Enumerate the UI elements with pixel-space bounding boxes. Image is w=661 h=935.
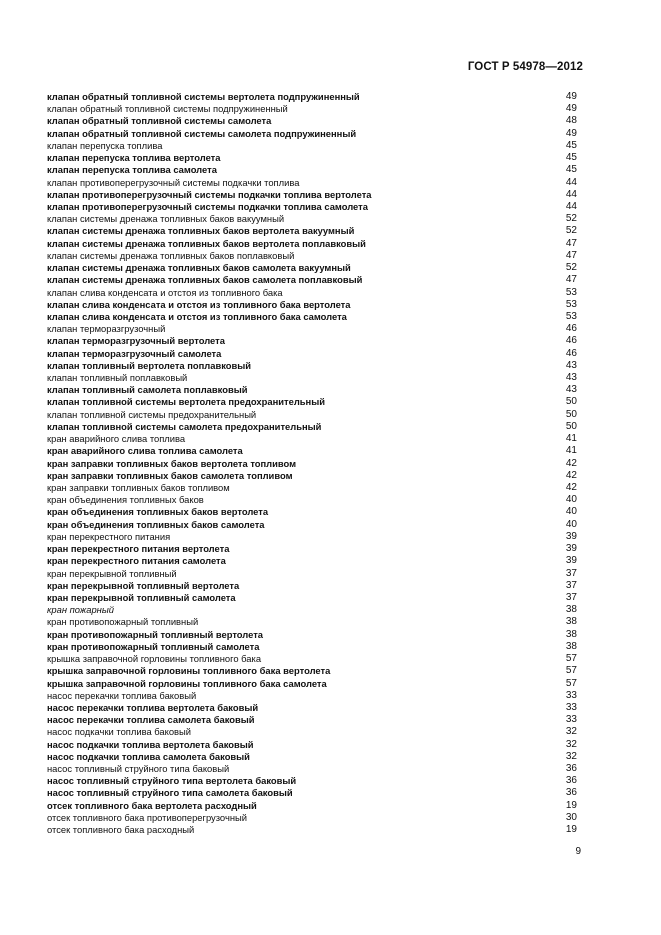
alphabetical-index xyxy=(47,91,577,836)
index-page-ref: 42 xyxy=(565,457,577,469)
index-term: кран объединения топливных баков xyxy=(47,494,204,506)
index-entry xyxy=(47,604,577,616)
index-term: клапан обратный топливной системы подпружиненный xyxy=(47,103,288,115)
index-entry xyxy=(47,91,577,103)
index-page-ref: 50 xyxy=(565,420,577,432)
index-term: клапан топливный самолета поплавковый xyxy=(47,384,248,396)
index-entry xyxy=(47,311,577,323)
index-entry xyxy=(47,775,577,787)
index-page-ref: 37 xyxy=(565,567,577,579)
index-entry xyxy=(47,201,577,213)
index-term: клапан системы дренажа топливных баков вакуумный xyxy=(47,213,285,225)
index-term: клапан перепуска топлива xyxy=(47,139,163,151)
index-entry xyxy=(47,140,577,152)
index-page-ref: 49 xyxy=(565,103,577,115)
index-page-ref: 47 xyxy=(565,274,577,286)
index-page-ref: 37 xyxy=(565,579,577,591)
index-term: клапан обратный топливной системы вертолета подпружиненный xyxy=(47,91,360,102)
index-entry xyxy=(47,592,577,604)
index-term: насос подкачки топлива самолета баковый xyxy=(47,750,250,762)
index-entry xyxy=(47,299,577,311)
index-page-ref: 49 xyxy=(565,91,577,102)
index-entry xyxy=(47,739,577,751)
index-page-ref: 40 xyxy=(565,506,577,518)
index-entry xyxy=(47,678,577,690)
index-page-ref: 44 xyxy=(565,176,577,188)
index-entry xyxy=(47,213,577,225)
index-term: клапан противоперегрузочный системы подкачки топлива xyxy=(47,176,300,188)
index-page-ref: 19 xyxy=(565,824,577,836)
index-term: кран объединения топливных баков вертолета xyxy=(47,506,269,518)
index-page-ref: 38 xyxy=(565,628,577,640)
index-entry xyxy=(47,714,577,726)
index-entry xyxy=(47,787,577,799)
index-term: насос перекачки топлива самолета баковый xyxy=(47,714,255,726)
index-page-ref: 52 xyxy=(565,213,577,225)
index-term: кран перекрестного питания самолета xyxy=(47,555,226,567)
index-term: клапан системы дренажа топливных баков поплавковый xyxy=(47,249,295,261)
index-entry xyxy=(47,323,577,335)
index-term: клапан обратный топливной системы самолета подпружиненный xyxy=(47,127,357,139)
index-page-ref: 57 xyxy=(565,665,577,677)
index-page-ref: 38 xyxy=(565,640,577,652)
index-page-ref: 52 xyxy=(565,225,577,237)
page-number: 9 xyxy=(575,846,581,857)
index-term: клапан терморазгрузочный самолета xyxy=(47,347,222,359)
index-entry xyxy=(47,274,577,286)
index-page-ref: 36 xyxy=(565,787,577,799)
index-page-ref: 41 xyxy=(565,433,577,445)
index-entry xyxy=(47,690,577,702)
index-term: отсек топливного бака вертолета расходный xyxy=(47,799,257,811)
index-page-ref: 32 xyxy=(565,726,577,738)
index-page-ref: 42 xyxy=(565,482,577,493)
document-id: ГОСТ Р 54978—2012 xyxy=(467,61,583,73)
index-page-ref: 40 xyxy=(565,518,577,530)
index-term: кран заправки топливных баков самолета топливом xyxy=(47,469,293,481)
index-entry xyxy=(47,177,577,189)
index-term: насос перекачки топлива вертолета баковый xyxy=(47,701,259,713)
index-entry xyxy=(47,396,577,408)
index-term: клапан противоперегрузочный системы подкачки топлива самолета xyxy=(47,200,368,212)
index-page-ref: 32 xyxy=(565,750,577,762)
index-page-ref: 45 xyxy=(565,152,577,164)
index-entry xyxy=(47,812,577,824)
index-term: клапан топливный вертолета поплавковый xyxy=(47,359,252,371)
index-page-ref: 38 xyxy=(565,616,577,628)
index-page-ref: 49 xyxy=(565,127,577,139)
index-page-ref: 33 xyxy=(565,689,577,701)
index-term: клапан системы дренажа топливных баков самолета вакуумный xyxy=(47,262,351,274)
index-entry xyxy=(47,653,577,665)
index-term: насос перекачки топлива баковый xyxy=(47,689,197,701)
index-term: кран объединения топливных баков самолета xyxy=(47,518,265,530)
index-entry xyxy=(47,360,577,372)
index-term: клапан слива конденсата и отстоя из топливного бака самолета xyxy=(47,310,347,322)
index-page-ref: 19 xyxy=(565,799,577,811)
index-page-ref: 42 xyxy=(565,469,577,481)
index-entry xyxy=(47,164,577,176)
index-term: отсек топливного бака расходный xyxy=(47,824,195,836)
index-entry xyxy=(47,555,577,567)
index-entry xyxy=(47,506,577,518)
index-term: клапан топливной системы самолета предохранительный xyxy=(47,420,322,432)
index-term: клапан перепуска топлива самолета xyxy=(47,164,217,176)
index-term: кран пожарный xyxy=(47,604,114,616)
index-page-ref: 32 xyxy=(565,738,577,750)
index-page-ref: 57 xyxy=(565,677,577,689)
index-entry xyxy=(47,250,577,262)
index-term: кран заправки топливных баков топливом xyxy=(47,482,230,493)
index-entry xyxy=(47,433,577,445)
index-entry xyxy=(47,287,577,299)
index-page-ref: 40 xyxy=(565,494,577,506)
index-term: отсек топливного бака противоперегрузочный xyxy=(47,811,247,823)
index-page-ref: 50 xyxy=(565,408,577,420)
index-term: крышка заправочной горловины топливного бака вертолета xyxy=(47,665,331,677)
index-entry xyxy=(47,568,577,580)
index-term: насос подкачки топлива вертолета баковый xyxy=(47,738,254,750)
index-term: кран противопожарный топливный вертолета xyxy=(47,628,264,640)
index-entry xyxy=(47,482,577,494)
index-page-ref: 30 xyxy=(565,811,577,823)
index-term: клапан слива конденсата и отстоя из топливного бака xyxy=(47,286,283,298)
index-page-ref: 57 xyxy=(565,653,577,665)
index-term: насос подкачки топлива баковый xyxy=(47,726,192,738)
index-page-ref: 48 xyxy=(565,115,577,127)
index-term: клапан топливный поплавковый xyxy=(47,372,188,384)
index-entry xyxy=(47,262,577,274)
index-term: клапан перепуска топлива вертолета xyxy=(47,152,221,164)
index-page-ref: 33 xyxy=(565,714,577,726)
index-page-ref: 43 xyxy=(565,372,577,384)
index-page-ref: 33 xyxy=(565,701,577,713)
index-page-ref: 53 xyxy=(565,286,577,298)
index-entry xyxy=(47,115,577,127)
index-term: кран перекрестного питания вертолета xyxy=(47,543,230,555)
index-entry xyxy=(47,384,577,396)
index-entry xyxy=(47,238,577,250)
index-entry xyxy=(47,824,577,836)
index-term: клапан системы дренажа топливных баков самолета поплавковый xyxy=(47,274,363,286)
index-term: насос топливный струйного типа вертолета баковый xyxy=(47,775,297,787)
index-entry xyxy=(47,702,577,714)
index-page-ref: 36 xyxy=(565,775,577,787)
index-entry xyxy=(47,421,577,433)
index-page-ref: 39 xyxy=(565,555,577,567)
index-entry xyxy=(47,335,577,347)
index-entry xyxy=(47,629,577,641)
index-page-ref: 45 xyxy=(565,139,577,151)
index-entry xyxy=(47,152,577,164)
index-page-ref: 39 xyxy=(565,543,577,555)
index-page-ref: 39 xyxy=(565,530,577,542)
index-entry xyxy=(47,519,577,531)
index-page-ref: 53 xyxy=(565,298,577,310)
index-page-ref: 47 xyxy=(565,237,577,249)
index-term: кран заправки топливных баков вертолета топливом xyxy=(47,457,297,469)
index-entry xyxy=(47,543,577,555)
index-entry xyxy=(47,494,577,506)
index-page-ref: 46 xyxy=(565,347,577,359)
index-entry xyxy=(47,641,577,653)
index-page-ref: 47 xyxy=(565,249,577,261)
index-term: кран перекрывной топливный самолета xyxy=(47,591,236,603)
index-term: кран противопожарный топливный xyxy=(47,616,199,628)
index-entry xyxy=(47,751,577,763)
index-page-ref: 37 xyxy=(565,591,577,603)
index-term: клапан системы дренажа топливных баков вертолета поплавковый xyxy=(47,237,366,249)
index-entry xyxy=(47,225,577,237)
index-page-ref: 46 xyxy=(565,335,577,347)
index-entry xyxy=(47,189,577,201)
index-entry xyxy=(47,348,577,360)
index-term: кран аварийного слива топлива самолета xyxy=(47,445,243,457)
index-entry xyxy=(47,531,577,543)
index-entry xyxy=(47,128,577,140)
index-term: насос топливный струйного типа самолета баковый xyxy=(47,787,293,799)
index-term: насос топливный струйного типа баковый xyxy=(47,763,230,775)
index-page-ref: 41 xyxy=(565,445,577,457)
index-page-ref: 45 xyxy=(565,164,577,176)
index-page-ref: 38 xyxy=(565,604,577,616)
index-page-ref: 44 xyxy=(565,188,577,200)
index-entry xyxy=(47,726,577,738)
index-term: клапан терморазгрузочный вертолета xyxy=(47,335,225,347)
index-page-ref: 53 xyxy=(565,310,577,322)
index-entry xyxy=(47,580,577,592)
index-entry xyxy=(47,103,577,115)
index-term: клапан системы дренажа топливных баков вертолета вакуумный xyxy=(47,225,355,237)
index-term: клапан противоперегрузочный системы подкачки топлива вертолета xyxy=(47,188,372,200)
index-term: кран перекрывной топливный вертолета xyxy=(47,579,240,591)
index-page-ref: 36 xyxy=(565,763,577,775)
index-term: клапан топливной системы предохранительный xyxy=(47,408,257,420)
index-entry xyxy=(47,763,577,775)
index-page-ref: 44 xyxy=(565,200,577,212)
index-entry xyxy=(47,665,577,677)
index-entry xyxy=(47,470,577,482)
index-term: клапан слива конденсата и отстоя из топливного бака вертолета xyxy=(47,298,351,310)
index-page-ref: 43 xyxy=(565,384,577,396)
index-entry xyxy=(47,458,577,470)
index-term: кран аварийного слива топлива xyxy=(47,433,186,445)
index-entry xyxy=(47,372,577,384)
index-page-ref: 52 xyxy=(565,262,577,274)
index-term: клапан топливной системы вертолета предохранительный xyxy=(47,396,325,408)
index-term: кран перекрывной топливный xyxy=(47,567,177,579)
index-term: клапан обратный топливной системы самолета xyxy=(47,115,272,127)
index-page-ref: 43 xyxy=(565,359,577,371)
index-term: кран перекрестного питания xyxy=(47,530,171,542)
index-term: клапан терморазгрузочный xyxy=(47,323,166,335)
index-term: кран противопожарный топливный самолета xyxy=(47,640,260,652)
index-page-ref: 50 xyxy=(565,396,577,408)
index-entry xyxy=(47,445,577,457)
index-term: крышка заправочной горловины топливного бака самолета xyxy=(47,677,327,689)
index-entry xyxy=(47,616,577,628)
index-entry xyxy=(47,800,577,812)
index-page-ref: 46 xyxy=(565,323,577,335)
index-entry xyxy=(47,409,577,421)
index-term: крышка заправочной горловины топливного бака xyxy=(47,653,262,665)
